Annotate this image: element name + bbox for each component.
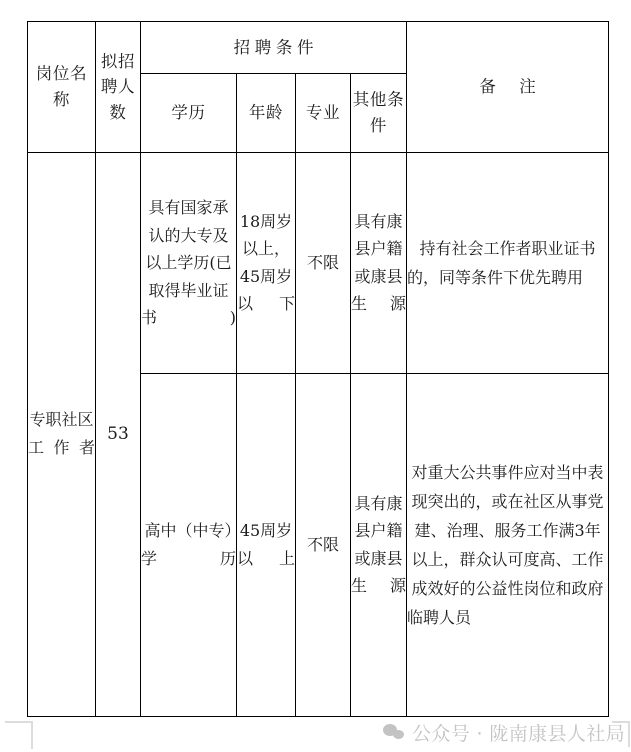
header-other-conditions: 其他条件: [351, 73, 407, 152]
cell-major: 不限: [296, 373, 351, 716]
header-post-name: 岗位名称: [28, 22, 96, 153]
cell-age: 45周岁以上: [237, 373, 296, 716]
cell-other-conditions: 具有康县户籍或康县生源: [351, 373, 407, 716]
header-age: 年龄: [237, 73, 296, 152]
header-planned-count: 拟招聘人数: [96, 22, 141, 153]
header-remarks: 备 注: [407, 22, 609, 153]
page-corner-bracket-left: [5, 721, 33, 749]
cell-education: 具有国家承认的大专及以上学历(已取得毕业证书): [141, 152, 237, 373]
recruitment-table: [27, 21, 609, 717]
cell-age: 18周岁以上，45周岁以下: [237, 152, 296, 373]
header-recruit-conditions: 招聘条件: [141, 22, 407, 74]
watermark: [383, 719, 625, 746]
cell-remarks: 持有社会工作者职业证书的，同等条件下优先聘用: [407, 152, 609, 373]
wechat-icon: [383, 724, 405, 742]
header-education: 学历: [141, 73, 237, 152]
cell-remarks: 对重大公共事件应对当中表现突出的，或在社区从事党建、治理、服务工作满3年以上，群众认可度高、工作成效好的公益性岗位和政府临聘人员: [407, 373, 609, 716]
cell-post-name: 专职社区工作者: [28, 152, 96, 716]
table-header-row-1: [28, 22, 609, 74]
header-major: 专业: [296, 73, 351, 152]
cell-other-conditions: 具有康县户籍或康县生源: [351, 152, 407, 373]
watermark-text: 公众号 · 陇南康县人社局: [412, 723, 626, 745]
cell-planned-count: 53: [96, 152, 141, 716]
cell-education: 高中（中专）学历: [141, 373, 237, 716]
cell-major: 不限: [296, 152, 351, 373]
table-row: [28, 152, 609, 373]
